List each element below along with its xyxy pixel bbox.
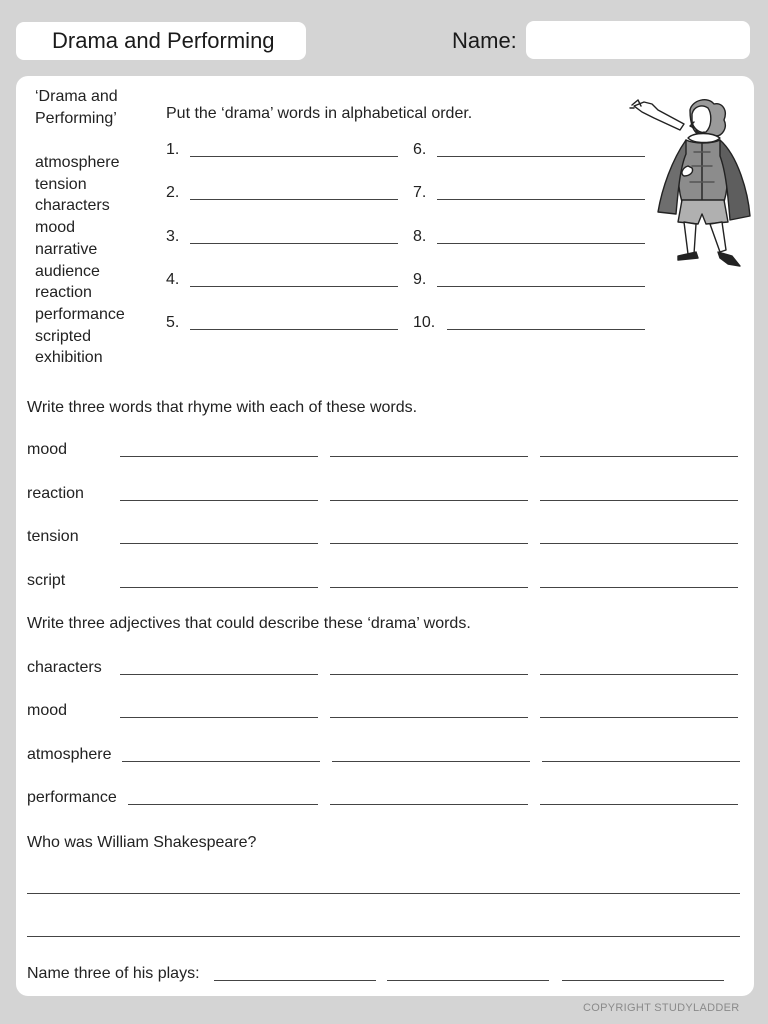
rhyme-answer-line[interactable] — [330, 543, 528, 544]
word-list-item: characters — [35, 197, 110, 215]
adjective-word: performance — [27, 789, 117, 806]
rhyme-answer-line[interactable] — [330, 456, 528, 457]
answer-number: 10. — [413, 314, 436, 331]
answer-line-8[interactable] — [437, 243, 645, 244]
adjective-answer-line[interactable] — [128, 804, 318, 805]
answer-number: 8. — [413, 228, 427, 245]
answer-line-9[interactable] — [437, 286, 645, 287]
adjective-answer-line[interactable] — [122, 761, 320, 762]
rhyme-answer-line[interactable] — [120, 543, 318, 544]
adjectives-instruction: Write three adjectives that could describe these ‘drama’ words. — [27, 615, 471, 632]
answer-line-4[interactable] — [190, 286, 398, 287]
name-field[interactable] — [526, 21, 750, 59]
answer-number: 5. — [166, 314, 180, 331]
rhyme-answer-line[interactable] — [540, 456, 738, 457]
answer-number: 1. — [166, 141, 180, 158]
copyright-notice: COPYRIGHT STUDYLADDER — [583, 1002, 740, 1014]
play-answer-line[interactable] — [387, 980, 549, 981]
word-box-title-line1: ‘Drama and — [35, 88, 118, 105]
answer-number: 6. — [413, 141, 427, 158]
word-list-item: atmosphere — [35, 154, 120, 171]
rhyme-answer-line[interactable] — [330, 587, 528, 588]
adjective-answer-line[interactable] — [540, 804, 738, 805]
adjective-answer-line[interactable] — [330, 717, 528, 718]
adjective-answer-line[interactable] — [330, 674, 528, 675]
answer-line-6[interactable] — [437, 156, 645, 157]
answer-number: 2. — [166, 184, 180, 201]
adjective-answer-line[interactable] — [120, 674, 318, 675]
answer-line-10[interactable] — [447, 329, 645, 330]
answer-number: 4. — [166, 271, 180, 288]
word-list-item: tension — [35, 175, 87, 193]
rhyme-answer-line[interactable] — [330, 500, 528, 501]
play-answer-line[interactable] — [214, 980, 376, 981]
rhyme-answer-line[interactable] — [120, 500, 318, 501]
word-list-item: narrative — [35, 240, 98, 258]
shakespeare-answer-line[interactable] — [27, 893, 740, 894]
answer-line-5[interactable] — [190, 329, 398, 330]
shakespeare-question: Who was William Shakespeare? — [27, 834, 257, 851]
plays-label: Name three of his plays: — [27, 965, 200, 982]
adjective-answer-line[interactable] — [330, 804, 528, 805]
adjective-answer-line[interactable] — [540, 674, 738, 675]
word-list-item: scripted — [35, 327, 92, 345]
answer-line-2[interactable] — [190, 199, 398, 200]
answer-line-3[interactable] — [190, 243, 398, 244]
adjective-answer-line[interactable] — [540, 717, 738, 718]
adjective-answer-line[interactable] — [332, 761, 530, 762]
rhyme-answer-line[interactable] — [120, 587, 318, 588]
rhyme-answer-line[interactable] — [120, 456, 318, 457]
word-list-item: mood — [35, 219, 76, 237]
answer-number: 7. — [413, 184, 427, 201]
adjective-answer-line[interactable] — [542, 761, 740, 762]
rhyme-instruction: Write three words that rhyme with each of these words. — [27, 399, 418, 416]
adjective-word: atmosphere — [27, 746, 112, 763]
answer-line-7[interactable] — [437, 199, 645, 200]
answer-number: 9. — [413, 271, 427, 288]
answer-number: 3. — [166, 228, 180, 245]
rhyme-word: reaction — [27, 485, 84, 502]
word-list-item: audience — [35, 262, 100, 280]
rhyme-answer-line[interactable] — [540, 587, 738, 588]
word-list — [35, 152, 125, 369]
rhyme-answer-line[interactable] — [540, 543, 738, 544]
adjective-word: characters — [27, 659, 102, 676]
word-box-title-line2: Performing’ — [35, 110, 117, 127]
worksheet-title: Drama and Performing — [16, 22, 306, 60]
word-box-title — [35, 86, 118, 130]
rhyme-word: script — [27, 572, 66, 589]
word-list-item: performance — [35, 305, 125, 323]
shakespeare-answer-line[interactable] — [27, 936, 740, 937]
play-answer-line[interactable] — [562, 980, 724, 981]
adjective-word: mood — [27, 702, 68, 719]
adjective-answer-line[interactable] — [120, 717, 318, 718]
answer-line-1[interactable] — [190, 156, 398, 157]
word-list-item: exhibition — [35, 349, 103, 367]
rhyme-word: mood — [27, 441, 68, 458]
alphabetical-instruction: Put the ‘drama’ words in alphabetical order. — [166, 105, 473, 122]
rhyme-answer-line[interactable] — [540, 500, 738, 501]
rhyme-word: tension — [27, 528, 79, 545]
name-label: Name: — [452, 28, 517, 53]
shakespeare-actor-illustration — [628, 96, 758, 272]
word-list-item: reaction — [35, 284, 92, 302]
